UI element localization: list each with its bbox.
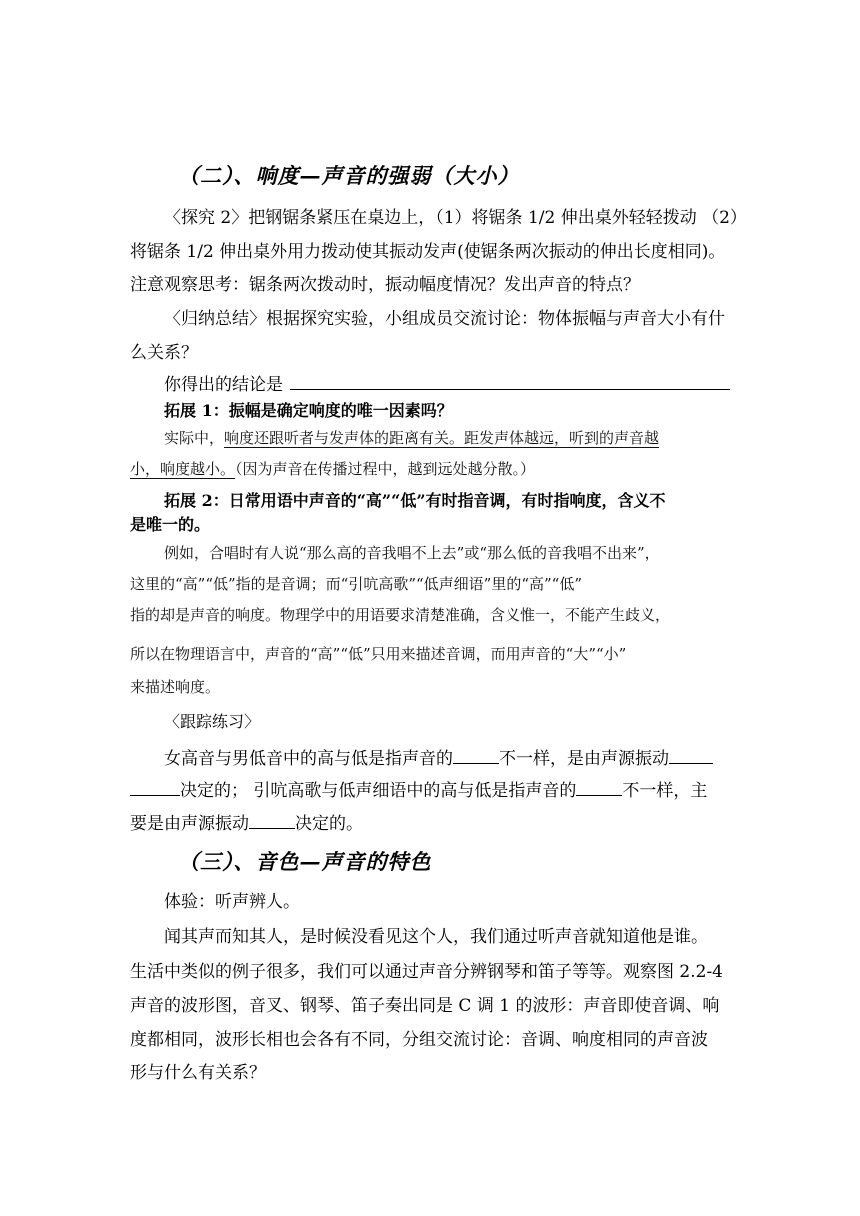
extension-1-underlined-1: 响度还跟听者与发声体的距离有关。距发声体越远，听到的声音越 [224, 429, 660, 447]
example-line-4: 所以在物理语言中，声音的“高”“低”只用来描述音调，而用声音的“大”“小” [130, 645, 627, 663]
timbre-line-5: 形与什么有关系？ [130, 1063, 266, 1083]
timbre-experience: 体验：听声辨人。 [164, 892, 300, 912]
practice-text-1b: 不一样，是由声源振动 [499, 749, 669, 769]
practice-text-1a: 女高音与男低音中的高与低是指声音的 [164, 749, 453, 769]
practice-line-1 [164, 744, 713, 769]
explore-line-2: 将锯条 1/2 伸出桌外用力拨动使其振动发声(使锯条两次振动的伸出长度相同)。 [130, 242, 726, 262]
practice-line-2 [130, 776, 707, 801]
practice-line-3 [130, 809, 363, 834]
example-line-3: 指的却是声音的响度。物理学中的用语要求清楚准确，含义惟一，不能产生歧义， [130, 606, 671, 624]
section-heading-loudness: （二）、响度—声音的强弱（大小） [178, 163, 520, 188]
practice-text-3b: 决定的。 [295, 814, 363, 834]
practice-text-2a: 决定的； 引吭高歌与低声细语中的高与低是指声音的 [180, 781, 577, 801]
timbre-line-2: 生活中类似的例子很多，我们可以通过声音分辨钢琴和笛子等等。观察图 2.2-4 [130, 962, 723, 982]
timbre-line-1: 闻其声而知其人，是时候没看见这个人，我们通过听声音就知道他是谁。 [164, 927, 708, 947]
conclusion-label: 你得出的结论是 [164, 375, 283, 395]
conclusion-blank[interactable] [290, 389, 730, 390]
practice-blank-2a[interactable] [669, 747, 713, 764]
extension-1-line-2 [130, 458, 535, 479]
extension-1-title: 拓展 1：振幅是确定响度的唯一因素吗？ [164, 401, 453, 420]
summary-line-2: 么关系？ [130, 343, 198, 363]
section-heading-timbre: （三）、音色—声音的特色 [178, 849, 432, 874]
practice-blank-4[interactable] [249, 812, 295, 829]
practice-text-3a: 要是由声源振动 [130, 814, 249, 834]
practice-title: 〈跟踪练习〉 [164, 712, 261, 731]
extension-2-line-1: 拓展 2：日常用语中声音的“高”“低”有时指音调，有时指响度，含义不 [164, 491, 666, 510]
example-line-5: 来描述响度。 [130, 678, 221, 696]
timbre-line-4: 度都相同，波形长相也会各有不同，分组交流讨论：音调、响度相同的声音波 [130, 1030, 708, 1050]
timbre-line-3: 声音的波形图，音叉、钢琴、笛子奏出同是 C 调 1 的波形：声音即使音调、响 [130, 996, 720, 1016]
practice-text-2b: 不一样，主 [622, 781, 708, 801]
extension-1-line-1 [164, 427, 659, 448]
practice-blank-3[interactable] [576, 779, 622, 796]
extension-2-line-2: 是唯一的。 [130, 515, 211, 534]
practice-blank-2b[interactable] [130, 779, 180, 796]
extension-1-underlined-2: 小，响度越小。 [130, 460, 236, 478]
example-line-1: 例如，合唱时有人说“那么高的音我唱不上去”或“那么低的音我唱不出来”， [164, 544, 660, 562]
practice-blank-1[interactable] [453, 747, 499, 764]
explore-line-1: 〈探究 2〉把钢锯条紧压在桌边上，（1）将锯条 1/2 伸出桌外轻轻拨动 （2） [164, 208, 747, 228]
extension-1-prefix: 实际中， [164, 429, 225, 447]
example-line-2: 这里的“高”“低”指的是音调；而“引吭高歌”“低声细语”里的“高”“低” [130, 575, 583, 593]
explore-line-3: 注意观察思考：锯条两次拨动时，振动幅度情况？发出声音的特点？ [130, 275, 640, 295]
summary-line-1: 〈归纳总结〉根据探究实验，小组成员交流讨论：物体振幅与声音大小有什 [164, 309, 725, 329]
extension-1-note: （因为声音在传播过程中，越到远处越分散。） [235, 460, 536, 478]
